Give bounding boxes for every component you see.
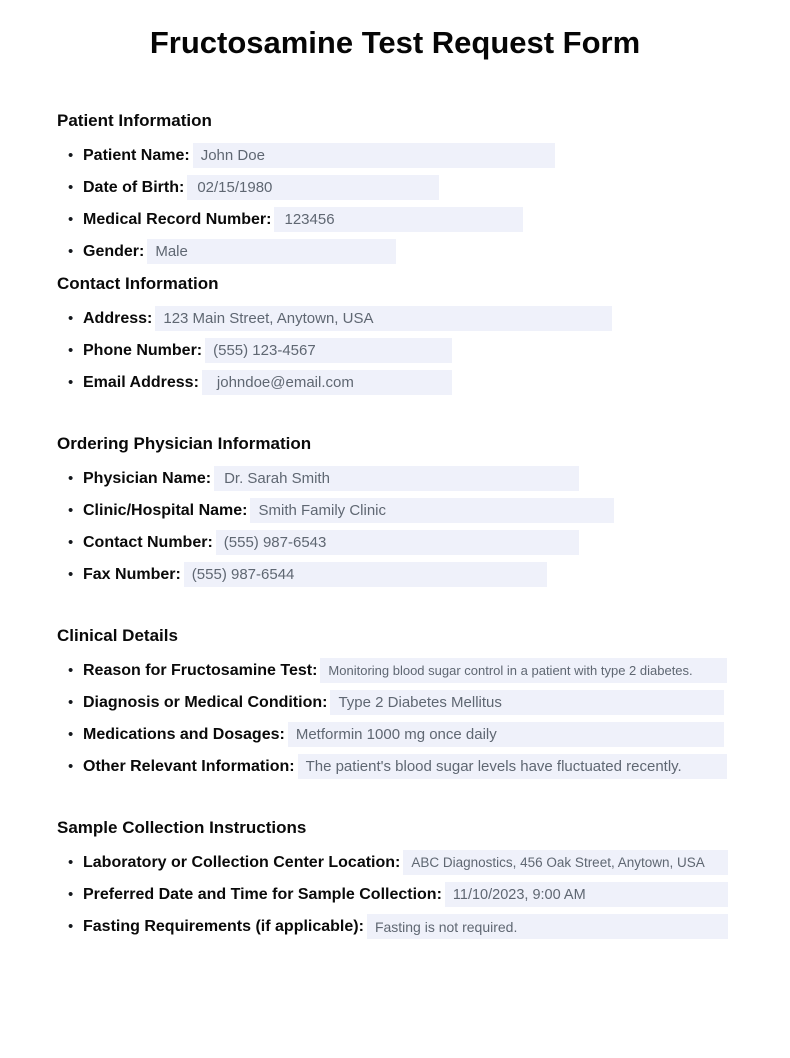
field-list bbox=[57, 466, 733, 587]
form-row bbox=[68, 882, 728, 907]
fasting-requirements-field[interactable]: Fasting is not required. bbox=[367, 914, 728, 939]
address-field[interactable]: 123 Main Street, Anytown, USA bbox=[155, 306, 612, 331]
form-row bbox=[68, 338, 452, 363]
form-row bbox=[68, 754, 727, 779]
section-heading: Contact Information bbox=[57, 274, 219, 293]
field-label: • Email Address: bbox=[83, 373, 199, 391]
clinic-hospital-name-field[interactable]: Smith Family Clinic bbox=[250, 498, 614, 523]
diagnosis-field[interactable]: Type 2 Diabetes Mellitus bbox=[330, 690, 724, 715]
field-label: • Diagnosis or Medical Condition: bbox=[83, 693, 328, 711]
form-row bbox=[68, 658, 727, 683]
section-heading: Sample Collection Instructions bbox=[57, 818, 307, 837]
form-row bbox=[68, 850, 728, 875]
section-ordering-physician bbox=[57, 434, 733, 587]
field-list bbox=[57, 658, 733, 779]
medical-record-number-field[interactable]: 123456 bbox=[274, 207, 523, 232]
preferred-datetime-field[interactable]: 11/10/2023, 9:00 AM bbox=[445, 882, 728, 907]
form-row bbox=[68, 466, 579, 491]
form-row bbox=[68, 175, 439, 200]
field-label: • Medications and Dosages: bbox=[83, 725, 285, 743]
form-row bbox=[68, 207, 523, 232]
field-list bbox=[57, 850, 733, 939]
field-label: • Reason for Fructosamine Test: bbox=[83, 661, 318, 679]
section-patient-information bbox=[57, 111, 733, 264]
field-label: • Patient Name: bbox=[83, 146, 190, 164]
form-row bbox=[68, 498, 614, 523]
phone-number-field[interactable]: (555) 123-4567 bbox=[205, 338, 452, 363]
form-row bbox=[68, 690, 724, 715]
section-sample-collection bbox=[57, 818, 733, 939]
field-label: • Fasting Requirements (if applicable): bbox=[83, 917, 364, 935]
form-row bbox=[68, 914, 728, 939]
form-row bbox=[68, 143, 555, 168]
section-clinical-details bbox=[57, 626, 733, 779]
reason-for-test-field[interactable]: Monitoring blood sugar control in a patient with type 2 diabetes. bbox=[320, 658, 727, 683]
medications-dosages-field[interactable]: Metformin 1000 mg once daily bbox=[288, 722, 724, 747]
page-title: Fructosamine Test Request Form bbox=[149, 25, 641, 60]
field-label: • Preferred Date and Time for Sample Collection: bbox=[83, 885, 442, 903]
gender-field[interactable]: Male bbox=[147, 239, 396, 264]
field-label: • Gender: bbox=[83, 242, 145, 260]
contact-number-field[interactable]: (555) 987-6543 bbox=[216, 530, 579, 555]
form-row bbox=[68, 530, 579, 555]
section-heading: Ordering Physician Information bbox=[57, 434, 312, 453]
form-row bbox=[68, 239, 396, 264]
physician-name-field[interactable]: Dr. Sarah Smith bbox=[214, 466, 579, 491]
section-heading: Clinical Details bbox=[57, 626, 178, 645]
field-label: • Physician Name: bbox=[83, 469, 212, 487]
fax-number-field[interactable]: (555) 987-6544 bbox=[184, 562, 547, 587]
section-contact-information bbox=[57, 274, 733, 395]
field-label: • Other Relevant Information: bbox=[83, 757, 295, 775]
field-label: • Contact Number: bbox=[83, 533, 213, 551]
form-row bbox=[68, 722, 724, 747]
form-body bbox=[57, 111, 733, 939]
field-label: • Phone Number: bbox=[83, 341, 203, 359]
field-label: • Date of Birth: bbox=[83, 178, 185, 196]
patient-name-field[interactable]: John Doe bbox=[193, 143, 555, 168]
form-row bbox=[68, 562, 547, 587]
field-label: • Clinic/Hospital Name: bbox=[83, 501, 248, 519]
other-relevant-info-field[interactable]: The patient's blood sugar levels have fluctuated recently. bbox=[298, 754, 727, 779]
field-list bbox=[57, 306, 733, 395]
form-row bbox=[68, 370, 452, 395]
field-label: • Laboratory or Collection Center Location: bbox=[83, 853, 401, 871]
section-heading: Patient Information bbox=[57, 111, 212, 130]
lab-location-field[interactable]: ABC Diagnostics, 456 Oak Street, Anytown, USA bbox=[403, 850, 728, 875]
form-row bbox=[68, 306, 612, 331]
field-label: • Medical Record Number: bbox=[83, 210, 272, 228]
field-label: • Fax Number: bbox=[83, 565, 181, 583]
field-list bbox=[57, 143, 733, 264]
date-of-birth-field[interactable]: 02/15/1980 bbox=[187, 175, 439, 200]
email-address-field[interactable]: johndoe@email.com bbox=[202, 370, 452, 395]
field-label: • Address: bbox=[83, 309, 153, 327]
